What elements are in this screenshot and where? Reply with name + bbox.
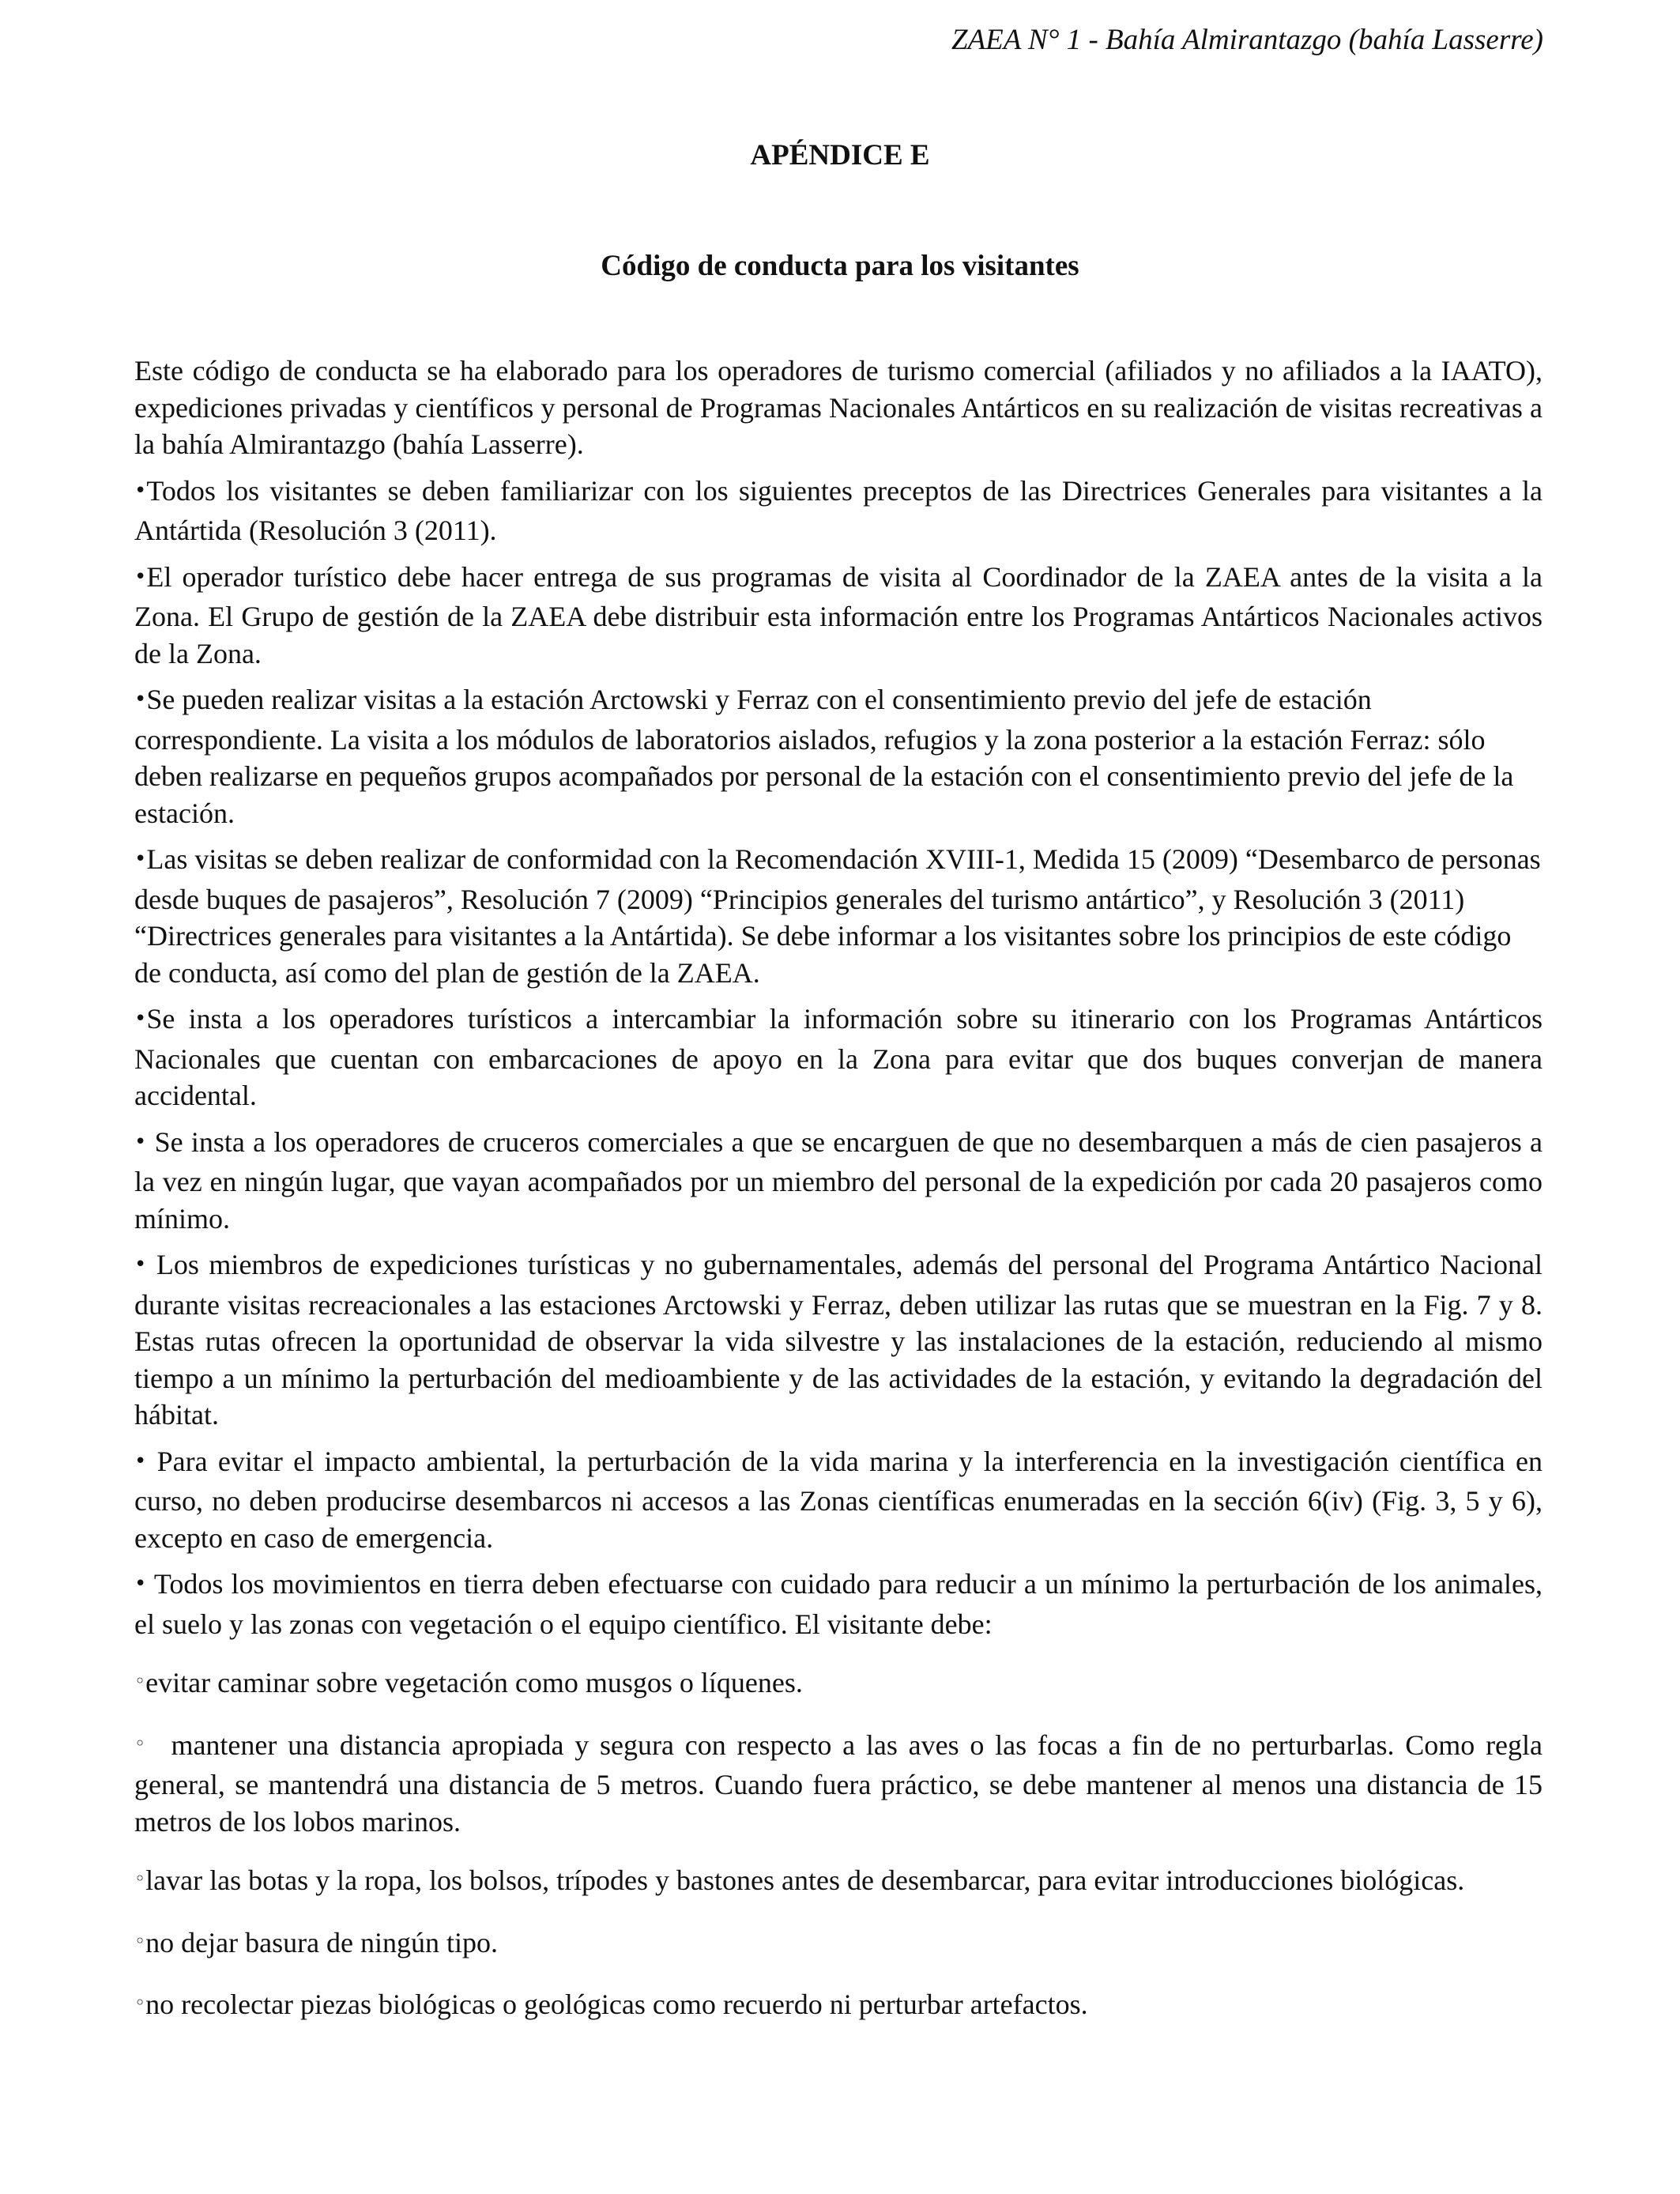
bullet-text: Se insta a los operadores de cruceros comerciales a que se encarguen de que no desembarquen a más de cien pasajeros a la vez en ningún lugar, que vayan acompañados por un miembro del personal de la expedición por cada 20 pasajeros como mínimo. — [134, 1125, 1543, 1235]
sub-item — [134, 1664, 1543, 1705]
document-body — [134, 352, 1543, 2026]
sub-item — [134, 1986, 1543, 2026]
bullet-icon: • — [134, 688, 147, 711]
bullet-text: Todos los visitantes se deben familiarizar con los siguientes preceptos de las Directrices Generales para visitantes a la Antártida (Resolución 3 (2011). — [134, 474, 1543, 546]
bullet-icon: • — [134, 847, 147, 871]
bullet-text: Se insta a los operadores turísticos a intercambiar la información sobre su itinerario con los Programas Antárticos Nacionales que cuentan con embarcaciones de apoyo en la Zona para evitar que dos buques converjan de manera accidental. — [134, 1003, 1543, 1111]
bullet-item — [134, 473, 1543, 549]
bullet-item — [134, 559, 1543, 673]
sub-item-text: no recolectar piezas biológicas o geológicas como recuerdo ni perturbar artefactos. — [145, 1989, 1088, 2020]
appendix-label: APÉNDICE E — [750, 139, 930, 172]
circle-bullet-icon: ◦ — [134, 1670, 146, 1692]
bullet-icon: • — [134, 1572, 147, 1596]
intro-paragraph: Este código de conducta se ha elaborado para los operadores de turismo comercial (afiliados y no afiliados a la IAATO), expediciones privadas y científicos y personal de Programas Nacionales Antárticos en su realización de visitas recreativas a la bahía Almirantazgo (bahía Lasserre). — [134, 355, 1543, 460]
sub-item — [134, 1862, 1543, 1902]
bullet-item — [134, 1246, 1543, 1434]
document-title: Código de conducta para los visitantes — [601, 250, 1079, 282]
bullet-text: Para evitar el impacto ambiental, la perturbación de la vida marina y la interferencia en la investigación científica en curso, no deben producirse desembarcos ni accesos a las Zonas científicas enumeradas en la sección 6(iv) (Fig. 3, 5 y 6), excepto en caso de emergencia. — [134, 1445, 1543, 1554]
bullet-item — [134, 1124, 1543, 1238]
bullet-icon: • — [134, 1253, 147, 1276]
bullet-text: Se pueden realizar visitas a la estación Arctowski y Ferraz con el consentimiento previo del jefe de estación correspondiente. La visita a los módulos de laboratorios aislados, refugios y la zona posterior a la estación Ferraz: sólo deben realizarse en pequeños grupos acompañados por personal de la estación con el consentimiento previo del jefe de la estación. — [134, 684, 1514, 829]
bullet-item — [134, 841, 1543, 991]
bullet-item — [134, 681, 1543, 831]
circle-bullet-icon: ◦ — [134, 1929, 146, 1952]
circle-bullet-icon: ◦ — [134, 1732, 149, 1755]
sub-item-text: lavar las botas y la ropa, los bolsos, trípodes y bastones antes de desembarcar, para evitar introducciones biológicas. — [145, 1864, 1465, 1896]
sub-item-text: no dejar basura de ningún tipo. — [145, 1926, 499, 1958]
bullet-text: Los miembros de expediciones turísticas y no gubernamentales, además del personal del Programa Antártico Nacional durante visitas recreacionales a las estaciones Arctowski y Ferraz, deben utilizar las rutas que se muestran en la Fig. 7 y 8. Estas rutas ofrecen la oportunidad de observar la vida silvestre y las instalaciones de la estación, reduciendo al mismo tiempo a un mínimo la perturbación del medioambiente y de las actividades de la estación, y evitando la degradación del hábitat. — [134, 1249, 1543, 1431]
bullet-icon: • — [134, 1449, 147, 1473]
sub-item — [134, 1924, 1543, 1965]
bullet-text: El operador turístico debe hacer entrega de sus programas de visita al Coordinador de la ZAEA antes de la visita a la Zona. El Grupo de gestión de la ZAEA debe distribuir esta información entre los Programas Antárticos Nacionales activos de la Zona. — [134, 560, 1543, 669]
bullet-item — [134, 1443, 1543, 1557]
bullet-item — [134, 1566, 1543, 1642]
bullet-item — [134, 1001, 1543, 1114]
running-header: ZAEA N° 1 - Bahía Almirantazgo (bahía Lasserre) — [951, 24, 1543, 56]
bullet-icon: • — [134, 1007, 147, 1031]
sub-item-text: mantener una distancia apropiada y segura con respecto a las aves o las focas a fin de no perturbarlas. Como regla general, se mantendrá una distancia de 5 metros. Cuando fuera práctico, se debe mantener al menos una distancia de 15 metros de los lobos marinos. — [134, 1728, 1543, 1838]
bullet-text: Las visitas se deben realizar de conformidad con la Recomendación XVIII-1, Medida 15 (2009) “Desembarco de personas desde buques de pasajeros”, Resolución 7 (2009) “Principios generales del turismo antártico”, y Resolución 3 (2011) “Directrices generales para visitantes a la Antártida). Se debe informar a los visitantes sobre los principios de este código de conducta, así como del plan de gestión de la ZAEA. — [134, 843, 1541, 989]
bullet-icon: • — [134, 478, 147, 503]
bullet-icon: • — [134, 1129, 147, 1154]
sub-item-text: evitar caminar sobre vegetación como musgos o líquenes. — [145, 1667, 803, 1698]
circle-bullet-icon: ◦ — [134, 1868, 146, 1890]
sub-item — [134, 1727, 1543, 1841]
circle-bullet-icon: ◦ — [134, 1992, 146, 2014]
bullet-text: Todos los movimientos en tierra deben efectuarse con cuidado para reducir a un mínimo la perturbación de los animales, el suelo y las zonas con vegetación o el equipo científico. El visitante debe: — [134, 1568, 1543, 1640]
bullet-icon: • — [134, 564, 147, 589]
